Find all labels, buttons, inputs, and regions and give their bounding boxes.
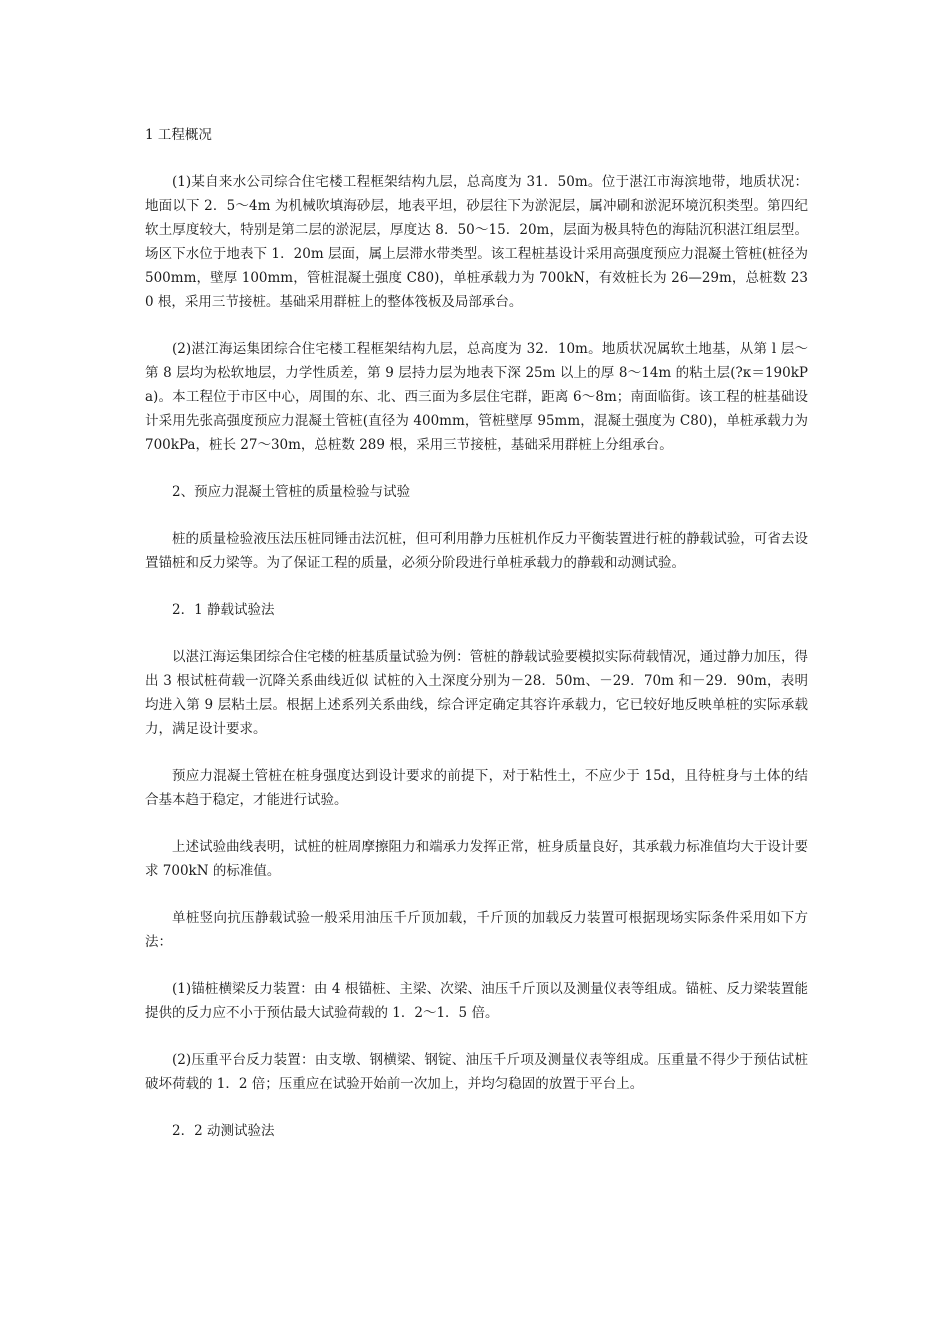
paragraph-test-conditions: 预应力混凝土管桩在桩身强度达到设计要求的前提下，对于粘性土，不应少于 15d，且待桩身与土体的结合基本趋于稳定，才能进行试验。 <box>145 768 808 808</box>
paragraph-project-2: (2)湛江海运集团综合住宅楼工程框架结构九层，总高度为 32．10m。地质状况属软土地基，从第 l 层～第 8 层均为松软地层，力学性质差，第 9 层持力层为地表下深 25m 以上的厚 8～14m 的粘土层(?κ＝190kPa)。本工程位于市区中心，周围的东、北、西三面为多层住宅群，距离 6～8m；南面临街。该工程的桩基础设计采用先张高强度预应力混凝土管桩(直径为 400mm，管桩壁厚 95mm，混凝土强度为 C80)，单桩承载力为 700kPa，桩长 27～30m，总桩数 289 根，采用三节接桩，基础采用群桩上分组承台。 <box>145 341 808 453</box>
paragraph-weight-platform-device: (2)压重平台反力装置：由支墩、钢横梁、钢锭、油压千斤项及测量仪表等组成。压重量不得少于预估试桩破坏荷载的 1．2 倍；压重应在试验开始前一次加上，并均匀稳固的放置于平台上。 <box>145 1052 808 1092</box>
paragraph-project-1: (1)某自来水公司综合住宅楼工程框架结构九层，总高度为 31．50m。位于湛江市海滨地带，地质状况：地面以下 2．5～4m 为机械吹填海砂层，地表平坦，砂层往下为淤泥层，属冲刷和淤泥环境沉积类型。第四纪软土厚度较大，特别是第二层的淤泥层，厚度达 8．50～15．20m，层面为极具特色的海陆沉积湛江组层型。场区下水位于地表下 1．20m 层面，属上层滞水带类型。该工程桩基设计采用高强度预应力混凝土管桩(桩径为 500mm，壁厚 100mm，管桩混凝土强度 C80)，单桩承载力为 700kN，有效桩长为 26—29m，总桩数 230 根，采用三节接桩。基础采用群桩上的整体筏板及局部承台。 <box>145 174 808 310</box>
section-heading-2: 2、预应力混凝土管桩的质量检验与试验 <box>172 484 411 500</box>
paragraph-test-results: 上述试验曲线表明，试桩的桩周摩擦阻力和端承力发挥正常，桩身质量良好，其承载力标准值均大于设计要求 700kN 的标准值。 <box>145 839 808 879</box>
section-heading-2-1: 2．1 静载试验法 <box>172 602 275 618</box>
paragraph-anchor-pile-device: (1)锚桩横梁反力装置：由 4 根锚桩、主梁、次梁、油压千斤顶以及测量仪表等组成。锚桩、反力梁装置能提供的反力应不小于预估最大试验荷载的 1．2～1．5 倍。 <box>145 981 808 1021</box>
paragraph-loading-method: 单桩竖向抗压静载试验一般采用油压千斤顶加载，千斤顶的加载反力装置可根据现场实际条件采用如下方法： <box>145 910 808 950</box>
section-heading-1: 1 工程概况 <box>145 127 212 143</box>
paragraph-quality-inspection: 桩的质量检验液压法压桩同锤击法沉桩，但可利用静力压桩机作反力平衡装置进行桩的静载试验，可省去设置锚桩和反力梁等。为了保证工程的质量，必须分阶段进行单桩承载力的静载和动测试验。 <box>145 531 808 571</box>
paragraph-static-test-example: 以湛江海运集团综合住宅楼的桩基质量试验为例：管桩的静载试验要模拟实际荷载情况，通过静力加压，得出 3 根试桩荷载一沉降关系曲线近似 试桩的入土深度分别为－28．50m、－29．70m 和－29．90m，表明均进入第 9 层粘土层。根据上述系列关系曲线，综合评定确定其容许承载力，它已较好地反映单桩的实际承载力，满足设计要求。 <box>145 649 808 737</box>
document-page <box>145 123 808 1166</box>
section-heading-2-2: 2．2 动测试验法 <box>172 1123 275 1139</box>
